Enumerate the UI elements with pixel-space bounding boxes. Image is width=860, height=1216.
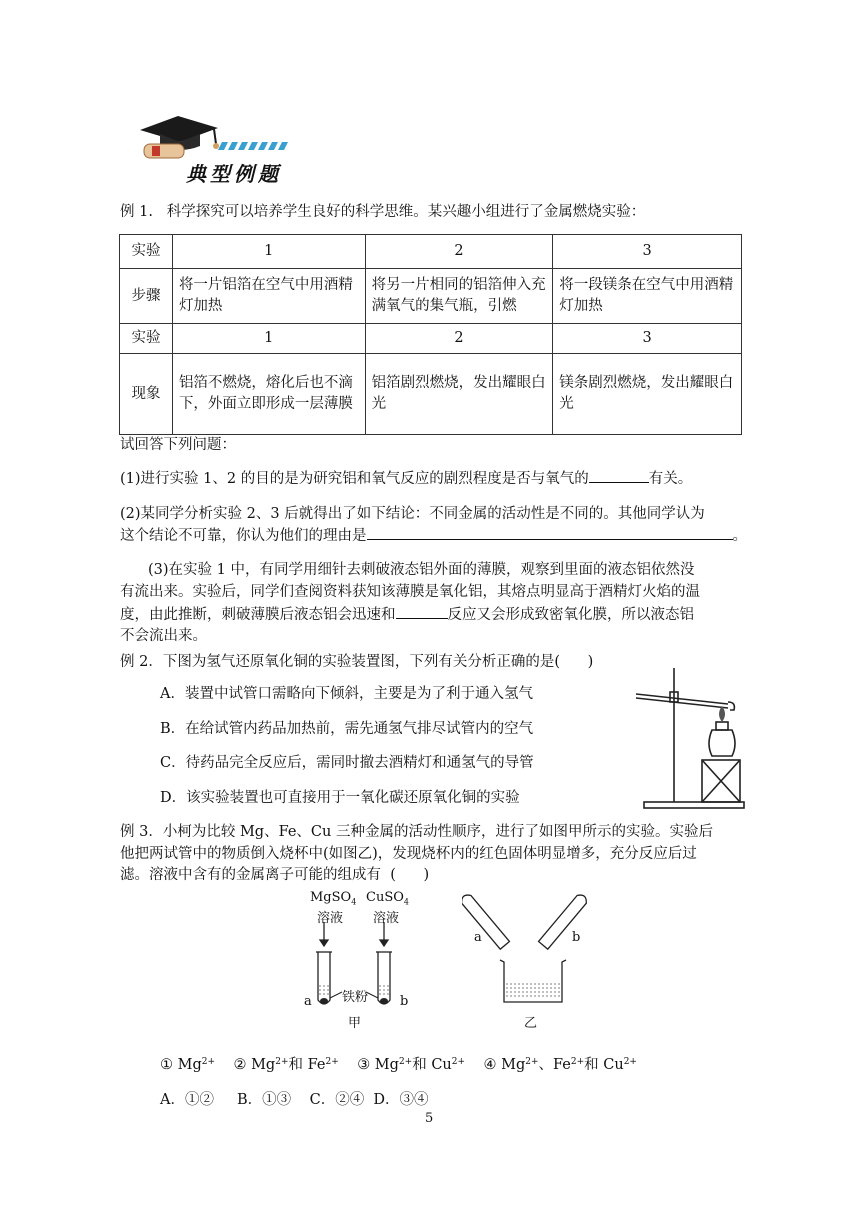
table-cell: 步骤 — [120, 269, 173, 324]
tube2-reagent-label: CuSO$_4$ 溶液 — [366, 890, 409, 926]
ion-option-3: ③ $Mg^{2+}$和 $Cu^{2+}$ — [357, 1057, 466, 1073]
table-cell: 3 — [553, 235, 742, 269]
questions-prompt: 试回答下列问题： — [120, 437, 236, 453]
answer-blank[interactable] — [367, 524, 733, 540]
example3-line2: 他把两试管中的物质倒入烧杯中(如图乙)，发现烧杯内的红色固体明显增多，充分反应后过 — [120, 846, 697, 862]
caption-jia: 甲 — [348, 1016, 362, 1031]
label-a: a — [474, 930, 482, 945]
question-3-line2: 有流出来。实验后，同学们查阅资料获知该薄膜是氧化铝，其熔点明显高于酒精灯火焰的温 — [120, 584, 700, 600]
ion-option-1: ① $Mg^{2+}$ — [160, 1057, 216, 1073]
table-cell: 将一段镁条在空气中用酒精灯加热 — [553, 269, 742, 324]
table-cell: 3 — [553, 324, 742, 354]
example3-line3: 滤。溶液中含有的金属离子可能的组成有 ( ) — [120, 867, 430, 883]
page-number: 5 — [425, 1111, 434, 1126]
question-3-cont: 反应又会形成致密氧化膜，所以液态铝 — [447, 607, 694, 623]
label-a: a — [304, 994, 312, 1009]
table-cell: 铝箔剧烈燃烧，发出耀眼白光 — [365, 354, 553, 435]
option-c: C．待药品完全反应后，需同时撤去酒精灯和通氢气的导管 — [160, 755, 534, 771]
question-2-text: 这个结论不可靠，你认为他们的理由是 — [120, 528, 367, 544]
question-2-line2 — [120, 524, 745, 547]
table-cell: 现象 — [120, 354, 173, 435]
table-row — [120, 324, 742, 354]
ion-option-4: ④ $Mg^{2+}$、$Fe^{2+}$和 $Cu^{2+}$ — [483, 1057, 637, 1073]
question-1-end: 有关。 — [648, 471, 693, 487]
table-row — [120, 235, 742, 269]
figure-jia — [290, 890, 430, 1030]
example2-stem: 例 2．下图为氢气还原氧化铜的实验装置图，下列有关分析正确的是( ) — [120, 654, 594, 670]
table-row — [120, 269, 742, 324]
question-3-line3 — [120, 603, 745, 626]
table-cell: 1 — [172, 235, 365, 269]
answer-blank[interactable] — [396, 603, 448, 619]
ion-option-2: ② $Mg^{2+}$和 $Fe^{2+}$ — [233, 1057, 339, 1073]
figure-yi — [462, 890, 602, 1030]
ion-options — [160, 1054, 785, 1076]
question-3-line4: 不会流出来。 — [120, 628, 207, 644]
question-2-end: 。 — [732, 528, 747, 544]
experiment-table — [119, 234, 742, 435]
table-cell: 将另一片相同的铝箔伸入充满氧气的集气瓶，引燃 — [365, 269, 553, 324]
iron-powder-label: 铁粉 — [342, 990, 369, 1005]
table-cell: 2 — [365, 235, 553, 269]
option-b: B．在给试管内药品加热前，需先通氢气排尽试管内的空气 — [160, 721, 534, 737]
question-3-line1: (3)在实验 1 中，有同学用细针去刺破液态铝外面的薄膜，观察到里面的液态铝依然没 — [148, 562, 695, 578]
section-banner — [130, 108, 300, 188]
option-a: A．装置中试管口需略向下倾斜，主要是为了利于通入氢气 — [160, 686, 533, 702]
option-d: D．该实验装置也可直接用于一氧化碳还原氧化铜的实验 — [160, 790, 520, 806]
question-3-text: 度，由此推断，刺破薄膜后液态铝会迅速和 — [120, 607, 396, 623]
label-b: b — [400, 994, 409, 1009]
table-cell: 2 — [365, 324, 553, 354]
banner-title: 典型例题 — [186, 162, 282, 186]
question-1 — [120, 467, 745, 490]
hydrogen-reduction-apparatus-figure — [636, 664, 746, 812]
answer-choices: A．①② B．①③ C．②④ D．③④ — [160, 1092, 429, 1108]
example1-intro: 例 1. 科学探究可以培养学生良好的科学思维。某兴趣小组进行了金属燃烧实验： — [120, 204, 646, 220]
question-1-text: (1)进行实验 1、2 的目的是为研究铝和氧气反应的剧烈程度是否与氧气的 — [120, 471, 589, 487]
label-b: b — [572, 930, 581, 945]
answer-blank[interactable] — [589, 467, 649, 483]
question-2-line1: (2)某同学分析实验 2、3 后就得出了如下结论：不同金属的活动性是不同的。其他同学认为 — [120, 506, 705, 522]
tube1-reagent-label: MgSO$_4$ 溶液 — [310, 890, 357, 926]
table-cell: 实验 — [120, 235, 173, 269]
table-cell: 1 — [172, 324, 365, 354]
caption-yi: 乙 — [524, 1016, 538, 1031]
table-cell: 实验 — [120, 324, 173, 354]
table-cell: 将一片铝箔在空气中用酒精灯加热 — [172, 269, 365, 324]
table-cell: 镁条剧烈燃烧，发出耀眼白光 — [553, 354, 742, 435]
table-row — [120, 354, 742, 435]
table-cell: 铝箔不燃烧，熔化后也不滴下，外面立即形成一层薄膜 — [172, 354, 365, 435]
beaker-pour-drawing — [462, 890, 602, 1010]
example3-line1: 例 3．小柯为比较 Mg、Fe、Cu 三种金属的活动性顺序，进行了如图甲所示的实验。实验后 — [120, 824, 713, 840]
